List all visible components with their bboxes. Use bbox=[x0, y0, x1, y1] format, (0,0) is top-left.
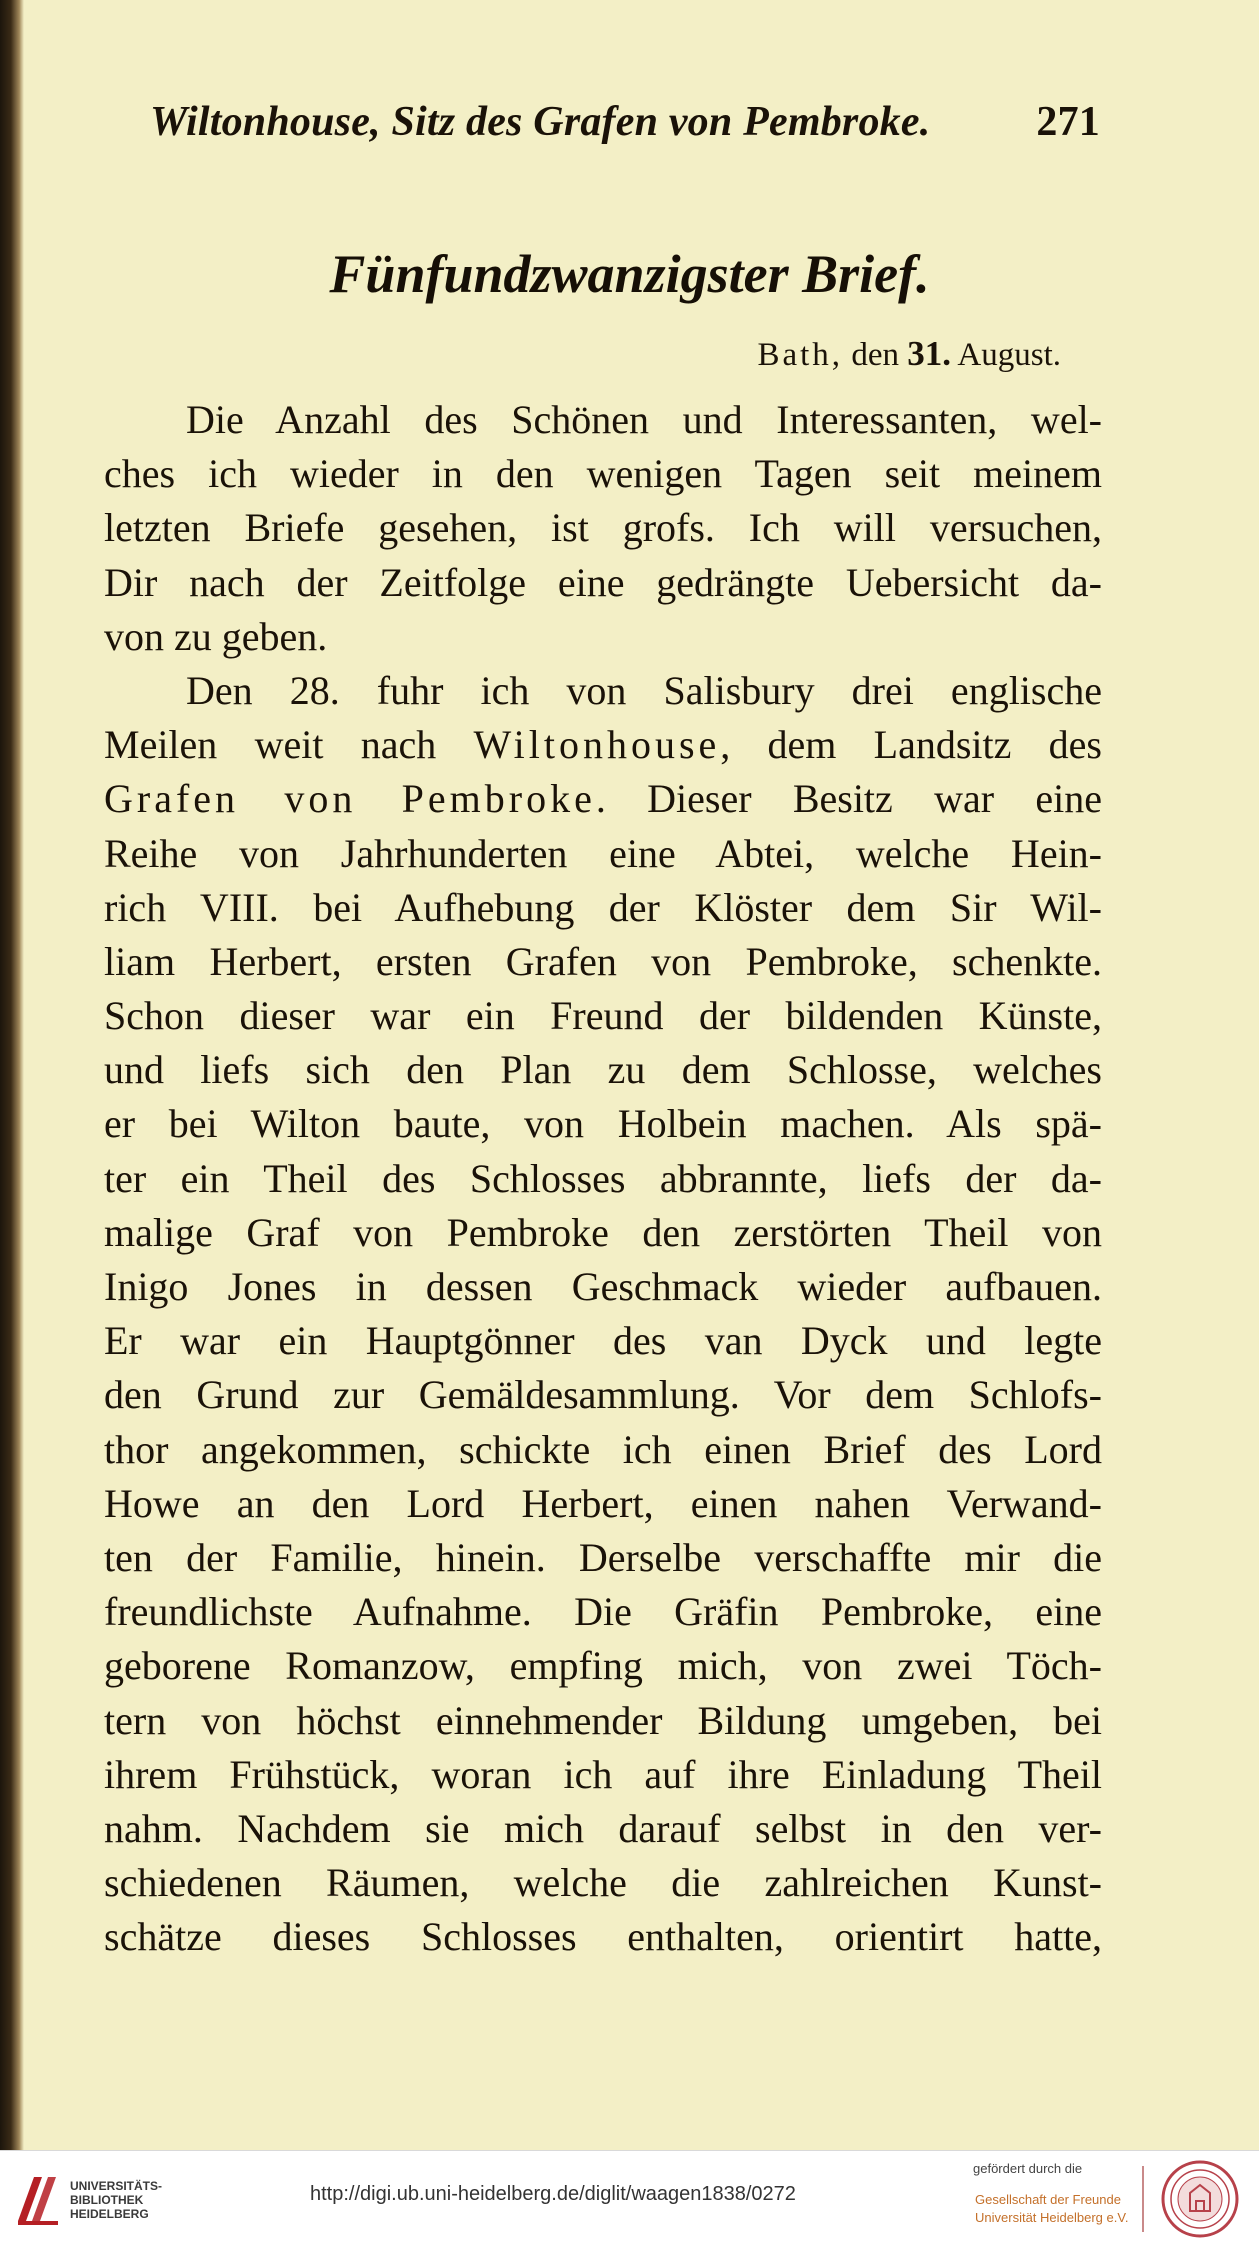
text-fragment: Meilen weit nach bbox=[104, 722, 474, 768]
text-fragment: , dem Landsitz des bbox=[720, 722, 1102, 768]
spaced-name-wiltonhouse: Wiltonhouse bbox=[473, 722, 721, 768]
text-line: rich VIII. bei Aufhebung der Klöster dem Sir Wil- bbox=[104, 884, 1102, 930]
text-line: nahm. Nachdem sie mich darauf selbst in den ver- bbox=[104, 1805, 1102, 1851]
sponsor-name[interactable]: Gesellschaft der Freunde Universität Heidelberg e.V. bbox=[975, 2192, 1129, 2225]
text-line: thor angekommen, schickte ich einen Brief des Lord bbox=[104, 1426, 1102, 1472]
book-spine-shadow bbox=[0, 0, 24, 2150]
text-line: malige Graf von Pembroke den zerstörten Theil von bbox=[104, 1209, 1102, 1255]
spaced-name-pembroke: Grafen von Pembroke bbox=[104, 776, 596, 822]
text-line: ten der Familie, hinein. Derselbe verschaffte mir die bbox=[104, 1534, 1102, 1580]
text-line: tern von höchst einnehmender Bildung umgeben, bei bbox=[104, 1697, 1102, 1743]
text-line: ter ein Theil des Schlosses abbrannte, liefs der da- bbox=[104, 1155, 1102, 1201]
running-head bbox=[150, 98, 1100, 148]
text-line: freundlichste Aufnahme. Die Gräfin Pembroke, eine bbox=[104, 1589, 1102, 1635]
text-line: Howe an den Lord Herbert, einen nahen Verwand- bbox=[104, 1480, 1102, 1526]
text-line: liam Herbert, ersten Grafen von Pembroke, schenkte. bbox=[104, 938, 1102, 984]
library-name[interactable]: UNIVERSITÄTS- BIBLIOTHEK HEIDELBERG bbox=[70, 2179, 163, 2221]
text-line bbox=[104, 718, 1102, 772]
university-seal-icon[interactable] bbox=[1160, 2159, 1240, 2239]
text-line: letzten Briefe gesehen, ist grofs. Ich will versuchen, bbox=[104, 505, 1102, 551]
page-number: 271 bbox=[1036, 99, 1100, 145]
dateline-place: Bath, bbox=[757, 337, 844, 373]
letter-heading: Fünfundzwanzigster Brief. bbox=[329, 244, 930, 304]
text-line: Schon dieser war ein Freund der bildenden Künste, bbox=[104, 993, 1102, 1039]
text-line: schätze dieses Schlosses enthalten, orientirt hatte, bbox=[104, 1914, 1102, 1960]
sponsor-label: gefördert durch die bbox=[973, 2161, 1083, 2176]
text-line: Er war ein Hauptgönner des van Dyck und legte bbox=[104, 1318, 1102, 1364]
text-line: und liefs sich den Plan zu dem Schlosse, welches bbox=[104, 1047, 1102, 1093]
dateline bbox=[757, 334, 1061, 374]
letter-body bbox=[104, 393, 1102, 1964]
dateline-day: 31. bbox=[907, 334, 951, 373]
text-line: den Grund zur Gemäldesammlung. Vor dem Schlofs- bbox=[104, 1372, 1102, 1418]
dateline-month: August. bbox=[957, 337, 1061, 373]
text-line: Reihe von Jahrhunderten eine Abtei, welche Hein- bbox=[104, 830, 1102, 876]
text-line: Inigo Jones in dessen Geschmack wieder aufbauen. bbox=[104, 1264, 1102, 1309]
footer-divider bbox=[1142, 2166, 1144, 2232]
text-line bbox=[104, 772, 1102, 826]
text-line: Den 28. fuhr ich von Salisbury drei englische bbox=[186, 667, 1102, 713]
text-line: geborene Romanzow, empfing mich, von zwei Töch- bbox=[104, 1643, 1102, 1689]
viewer-footer bbox=[0, 2150, 1259, 2246]
text-line: Die Anzahl des Schönen und Interessanten, wel- bbox=[186, 397, 1102, 442]
permalink-url[interactable]: http://digi.ub.uni-heidelberg.de/diglit/waagen1838/0272 bbox=[310, 2183, 796, 2205]
text-line: ches ich wieder in den wenigen Tagen seit meinem bbox=[104, 451, 1102, 497]
library-logo-icon[interactable] bbox=[14, 2171, 62, 2227]
running-head-title: Wiltonhouse, Sitz des Grafen von Pembroke. bbox=[150, 99, 931, 145]
text-fragment: . Dieser Besitz war eine bbox=[595, 776, 1102, 822]
dateline-den: den bbox=[851, 337, 899, 373]
text-line: ihrem Frühstück, woran ich auf ihre Einladung Theil bbox=[104, 1751, 1102, 1797]
text-line: Dir nach der Zeitfolge eine gedrängte Uebersicht da- bbox=[104, 559, 1102, 605]
text-line: er bei Wilton baute, von Holbein machen. Als spä- bbox=[104, 1101, 1102, 1147]
text-line: von zu geben. bbox=[104, 613, 328, 659]
text-line: schiedenen Räumen, welche die zahlreichen Kunst- bbox=[104, 1860, 1102, 1906]
